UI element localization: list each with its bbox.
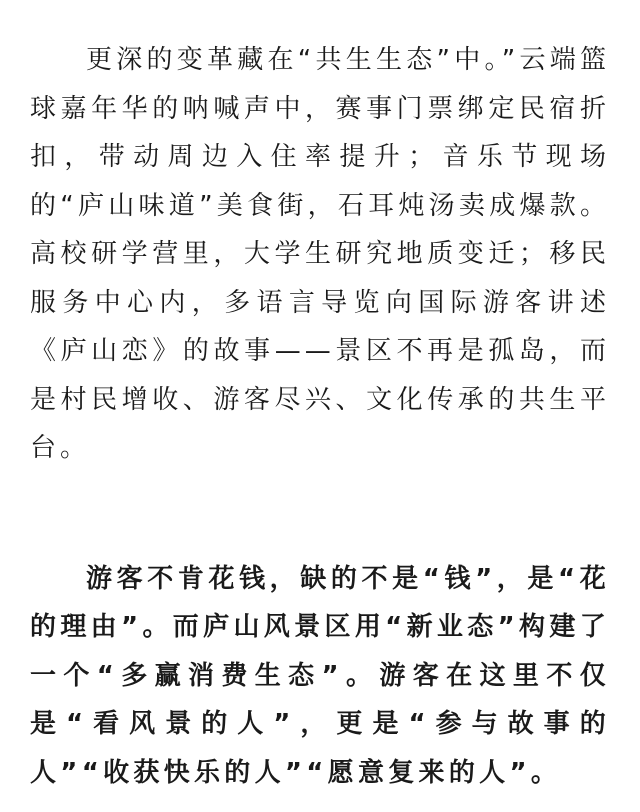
paragraph-consumption-ecosystem: 游客不肯花钱，缺的不是“钱”，是“花的理由”。而庐山风景区用“新业态”构建了一个“多赢消费生态”。游客在这里不仅是“看风景的人”，更是“参与故事的人”“收获快乐的人”“愿意复来的人”。 <box>30 563 610 788</box>
paragraph-symbiotic-ecosystem: 更深的变革藏在“共生生态”中。”云端篮球嘉年华的呐喊声中，赛事门票绑定民宿折扣，带动周边入住率提升；音乐节现场的“庐山味道”美食街，石耳炖汤卖成爆款。高校研学营里，大学生研究地质变迁；移民服务中心内，多语言导览向国际游客讲述《庐山恋》的故事——景区不再是孤岛，而是村民增收、游客尽兴、文化传承的共生平台。 <box>30 45 610 463</box>
article-body <box>30 36 610 797</box>
